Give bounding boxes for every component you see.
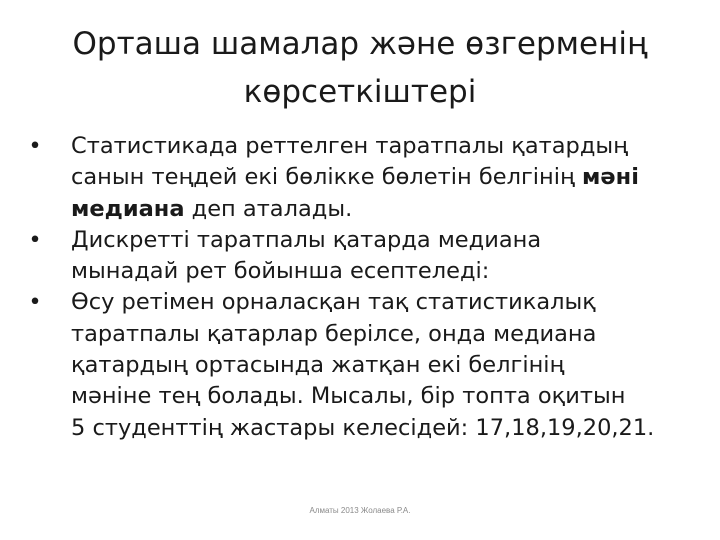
bullet-line: Өсу ретімен орналасқан тақ статистикалық	[71, 289, 596, 316]
bullet-icon: •	[28, 133, 42, 159]
bullet-line: Дискретті таратпалы қатарда медиана	[71, 226, 542, 253]
slide-footer: Алматы 2013 Жолаева Р.А.	[309, 506, 411, 515]
bullet-line	[71, 194, 694, 225]
bullet-icon: •	[28, 289, 42, 316]
bullet-line: таратпалы қатарлар берілсе, онда медиана	[71, 320, 597, 347]
bullet-line: Статистикада реттелген таратпалы қатардың	[71, 133, 629, 159]
bullet-icon: •	[28, 226, 42, 253]
bullet-line: мәніне тең болады. Мысалы, бір топта оқитын	[71, 383, 626, 410]
bullet-line: қатардың ортасында жатқан екі белгінің	[71, 352, 565, 379]
bullet-line: мынадай рет бойынша есептеледі:	[71, 258, 490, 285]
bullet-item-discrete-series	[24, 225, 694, 288]
bullet-item-median-definition	[24, 131, 694, 225]
bullet-item-odd-series-example	[24, 287, 694, 443]
title-line-1: Орташа шамалар және өзгерменің	[72, 26, 648, 62]
bullet-list	[24, 131, 694, 444]
bold-term-median: медиана	[71, 195, 185, 222]
title-line-2: көрсеткіштері	[243, 74, 477, 110]
bullet-text: санын теңдей екі бөлікке бөлетін белгінің	[71, 164, 583, 191]
bullet-line	[71, 162, 694, 193]
bold-term-value: мәні	[582, 164, 639, 191]
slide-title	[40, 20, 680, 116]
bullet-text: деп аталады.	[184, 195, 353, 222]
bullet-line: 5 студенттің жастары келесідей: 17,18,19,20,21.	[71, 414, 655, 441]
